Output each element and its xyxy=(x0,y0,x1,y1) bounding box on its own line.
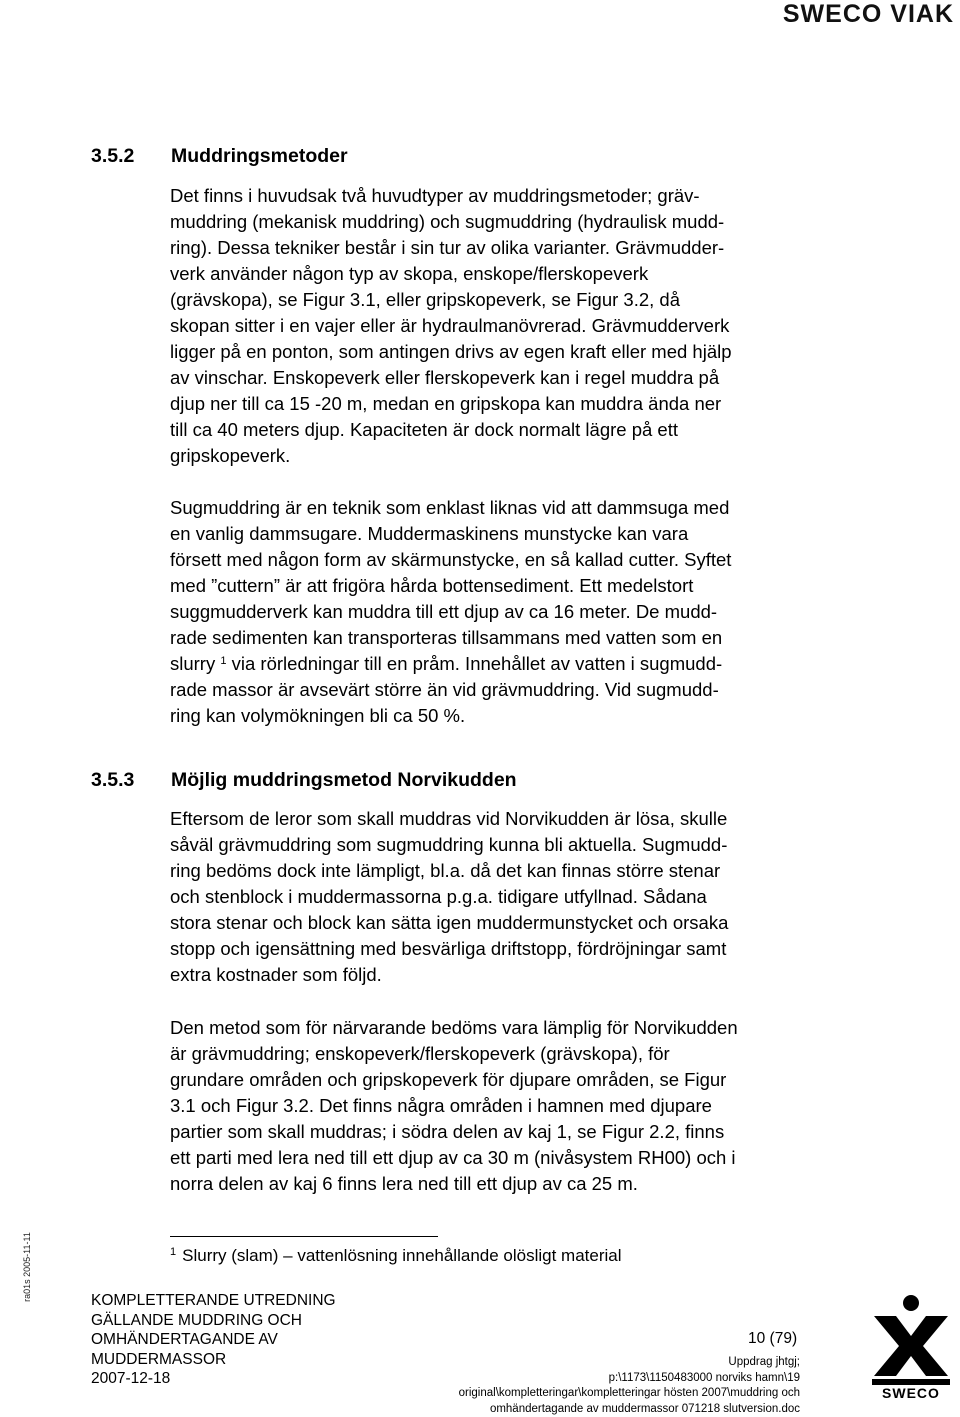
footer-title-line: KOMPLETTERANDE UTREDNING xyxy=(91,1291,336,1311)
text-line: med ”cuttern” är att frigöra hårda bottensediment. Ett medelstort xyxy=(170,573,810,599)
paragraph-sug xyxy=(170,495,810,729)
text-line: extra kostnader som följd. xyxy=(170,962,810,988)
text-line: Den metod som för närvarande bedöms vara lämplig för Norvikudden xyxy=(170,1015,810,1041)
text-line: ligger på en ponton, som antingen drivs av egen kraft eller med hjälp xyxy=(170,339,810,365)
footnote xyxy=(170,1246,622,1266)
text-line: (grävskopa), se Figur 3.1, eller gripskopeverk, se Figur 3.2, då xyxy=(170,287,810,313)
text-line: Sugmuddring är en teknik som enklast liknas vid att dammsuga med xyxy=(170,495,810,521)
footer-title-line: MUDDERMASSOR xyxy=(91,1350,336,1370)
footer-date: 2007-12-18 xyxy=(91,1369,336,1389)
text-line: grundare områden och gripskopeverk för djupare områden, se Figur xyxy=(170,1067,810,1093)
slurry-word: slurry xyxy=(170,653,215,674)
footer-path-line: omhändertagande av muddermassor 071218 slutversion.doc xyxy=(459,1402,800,1417)
footer-title-line: GÄLLANDE MUDDRING OCH xyxy=(91,1311,336,1331)
paragraph-grav xyxy=(170,183,810,469)
text-line: skopan sitter i en vajer eller är hydraulmanövrerad. Grävmudderverk xyxy=(170,313,810,339)
text-line: suggmudderverk kan muddra till ett djup av ca 16 meter. De mudd- xyxy=(170,599,810,625)
text-line: såväl grävmuddring som sugmuddring kunna bli aktuella. Sugmudd- xyxy=(170,832,810,858)
text-line: till ca 40 meters djup. Kapaciteten är dock normalt lägre på ett xyxy=(170,417,810,443)
text-line: ring kan volymökningen bli ca 50 %. xyxy=(170,703,810,729)
text-line: rade massor är avsevärt större än vid grävmuddring. Vid sugmudd- xyxy=(170,677,810,703)
text-line: Det finns i huvudsak två huvudtyper av muddringsmetoder; gräv- xyxy=(170,183,810,209)
section-title: Muddringsmetoder xyxy=(171,145,348,167)
text-line: rade sedimenten kan transporteras tillsammans med vatten som en xyxy=(170,625,810,651)
section-number: 3.5.2 xyxy=(91,145,171,168)
text-line: Eftersom de leror som skall muddras vid Norvikudden är lösa, skulle xyxy=(170,806,810,832)
sweco-logo-text: SWECO xyxy=(866,1385,956,1401)
footnote-divider xyxy=(170,1236,438,1237)
text-line: 3.1 och Figur 3.2. Det finns några områden i hamnen med djupare xyxy=(170,1093,810,1119)
paragraph-eftersom xyxy=(170,806,810,988)
text-line: ring bedöms dock inte lämpligt, bl.a. då det kan finnas större stenar xyxy=(170,858,810,884)
footer-title-line: OMHÄNDERTAGANDE AV xyxy=(91,1330,336,1350)
footer-path-line: p:\1173\1150483000 norviks hamn\19 xyxy=(459,1371,800,1387)
text-line: muddring (mekanisk muddring) och sugmuddring (hydraulisk mudd- xyxy=(170,209,810,235)
text-line: stora stenar och block kan sätta igen muddermunstycket och orsaka xyxy=(170,910,810,936)
text-line: av vinschar. Enskopeverk eller flerskopeverk kan i regel muddra på xyxy=(170,365,810,391)
section-title: Möjlig muddringsmetod Norvikudden xyxy=(171,769,517,791)
text-line-slurry xyxy=(170,651,810,677)
slurry-rest: via rörledningar till en pråm. Innehållet av vatten i sugmudd- xyxy=(227,653,723,674)
text-line: ring). Dessa tekniker består i sin tur av olika varianter. Grävmudder- xyxy=(170,235,810,261)
sweco-logo xyxy=(866,1294,956,1404)
text-line: en vanlig dammsugare. Muddermaskinens munstycke kan vara xyxy=(170,521,810,547)
section-heading-352 xyxy=(91,145,348,168)
text-line: försett med någon form av skärmunstycke, en så kallad cutter. Syftet xyxy=(170,547,810,573)
text-line: gripskopeverk. xyxy=(170,443,810,469)
footer-path-line: original\kompletteringar\kompletteringar hösten 2007\muddring och xyxy=(459,1386,800,1402)
footer-path-line: Uppdrag jhtgj; xyxy=(459,1355,800,1371)
text-line: partier som skall muddras; i södra delen av kaj 1, se Figur 2.2, finns xyxy=(170,1119,810,1145)
text-line: är grävmuddring; enskopeverk/flerskopeverk (grävskopa), för xyxy=(170,1041,810,1067)
footnote-text: Slurry (slam) – vattenlösning innehållande olösligt material xyxy=(182,1246,621,1265)
text-line: stopp och igensättning med besvärliga driftstopp, fördröjningar samt xyxy=(170,936,810,962)
footnote-ref: 1 xyxy=(220,655,226,667)
side-doc-code: ra01s 2005-11-11 xyxy=(22,1232,32,1302)
footer-file-path xyxy=(459,1355,800,1417)
paragraph-metod xyxy=(170,1015,810,1197)
text-line: verk använder någon typ av skopa, enskope/flerskopeverk xyxy=(170,261,810,287)
text-line: djup ner till ca 15 -20 m, medan en gripskopa kan muddra ända ner xyxy=(170,391,810,417)
section-heading-353 xyxy=(91,769,517,792)
section-number: 3.5.3 xyxy=(91,769,171,792)
footnote-mark: 1 xyxy=(170,1246,176,1258)
text-line: ett parti med lera ned till ett djup av ca 30 m (nivåsystem RH00) och i xyxy=(170,1145,810,1171)
page-number: 10 (79) xyxy=(748,1330,797,1348)
text-line: norra delen av kaj 6 finns lera ned till ett djup av ca 25 m. xyxy=(170,1171,810,1197)
brand-logo-text: SWECO VIAK xyxy=(783,0,954,29)
footer-title xyxy=(91,1291,336,1389)
text-line: och stenblock i muddermassorna p.g.a. tidigare utfyllnad. Sådana xyxy=(170,884,810,910)
